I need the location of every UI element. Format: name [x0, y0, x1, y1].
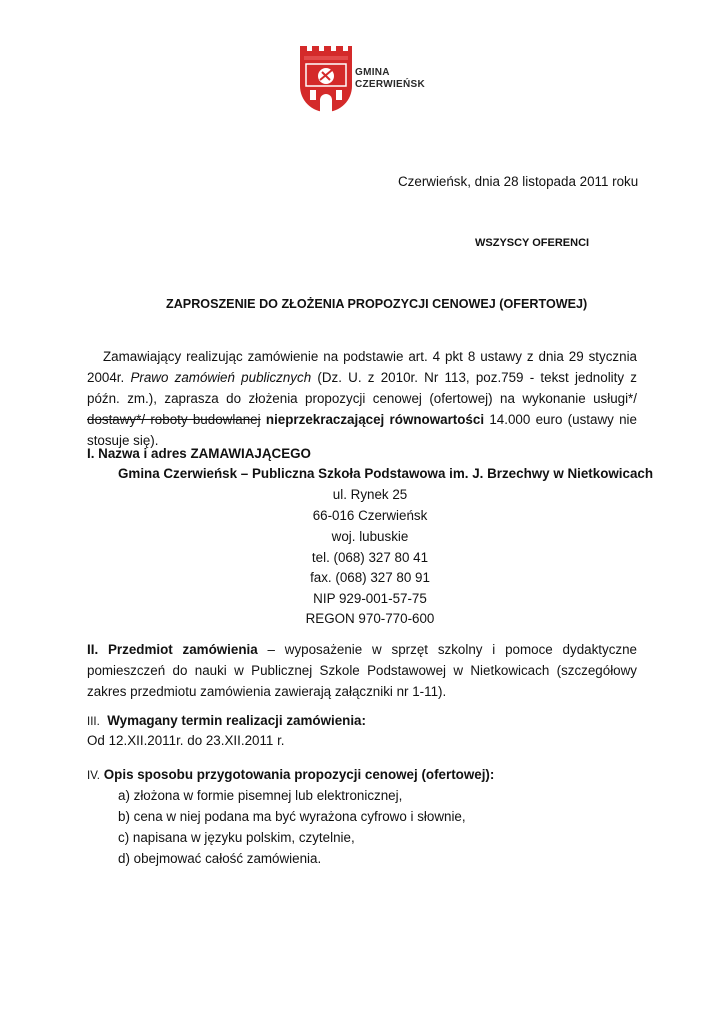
- address-line: REGON 970-770-600: [305, 611, 435, 626]
- address-line: fax. (068) 327 80 91: [310, 570, 430, 585]
- section-2: [87, 639, 637, 702]
- delivery-date-range: Od 12.XII.2011r. do 23.XII.2011 r.: [87, 733, 285, 748]
- intro-part-1: Zamawiający realizując zamówienie na podstawie art. 4 pkt 8 ustawy z dnia 29 stycznia 2004r.: [87, 349, 637, 385]
- section-4-heading: Opis sposobu przygotowania propozycji cenowej (ofertowej):: [103, 767, 495, 782]
- document-title: ZAPROSZENIE DO ZŁOŻENIA PROPOZYCJI CENOWEJ (OFERTOWEJ): [166, 297, 588, 311]
- address-line: ul. Rynek 25: [332, 487, 408, 502]
- address-line: NIP 929-001-57-75: [313, 591, 427, 606]
- struck-text: dostawy*/ roboty budowlanej: [87, 412, 261, 427]
- section-3-number: III.: [87, 716, 100, 728]
- logo-wordmark: [355, 67, 425, 91]
- intro-part-2: (Dz. U. z 2010r. Nr 113, poz.759 - tekst jednolity z późn. zm.), zaprasza do złożenia propozycji cenowej (ofertowej) na wykonanie usługi*/: [87, 370, 637, 406]
- address-line: 66-016 Czerwieńsk: [312, 508, 428, 523]
- logo-line-1: GMINA: [355, 67, 390, 78]
- intro-bold: nieprzekraczającej równowartości: [260, 412, 485, 427]
- coat-of-arms-icon: [298, 42, 354, 118]
- section-4-heading-line: [87, 767, 494, 782]
- date-line: Czerwieńsk, dnia 28 listopada 2011 roku: [398, 174, 639, 189]
- section-3-heading: Wymagany termin realizacji zamówienia:: [107, 713, 366, 728]
- section-2-text: – wyposażenie w sprzęt szkolny i pomoce dydaktyczne pomieszczeń do nauki w Publicznej Szkole Podstawowej w Nietkowicach (szczegółowy zakres przedmiotu zamówienia zawierają załączniki nr 1-11).: [87, 642, 637, 699]
- organization-name: Gmina Czerwieńsk – Publiczna Szkoła Podstawowa im. J. Brzechwy w Nietkowicach: [118, 466, 654, 481]
- section-1-heading: I. Nazwa i adres ZAMAWIAJĄCEGO: [87, 446, 311, 461]
- section-3-heading-line: [87, 713, 366, 728]
- law-name: Prawo zamówień publicznych: [130, 370, 312, 385]
- address-line: tel. (068) 327 80 41: [311, 550, 429, 565]
- logo-line-2: CZERWIEŃSK: [355, 79, 426, 90]
- list-item: b) cena w niej podana ma być wyrażona cyfrowo i słownie,: [118, 809, 466, 824]
- list-item: d) obejmować całość zamówienia.: [118, 851, 322, 866]
- list-item: a) złożona w formie pisemnej lub elektronicznej,: [118, 788, 403, 803]
- address-line: woj. lubuskie: [331, 529, 409, 544]
- section-2-heading: II. Przedmiot zamówienia: [87, 642, 258, 657]
- section-4-number: IV.: [87, 770, 101, 782]
- intro-part-3: 14.000 euro (ustawy nie stosuje się).: [87, 412, 637, 448]
- intro-paragraph: [87, 346, 637, 451]
- recipients: WSZYSCY OFERENCI: [475, 237, 590, 249]
- gmina-logo: [298, 42, 428, 118]
- list-item: c) napisana w języku polskim, czytelnie,: [118, 830, 355, 845]
